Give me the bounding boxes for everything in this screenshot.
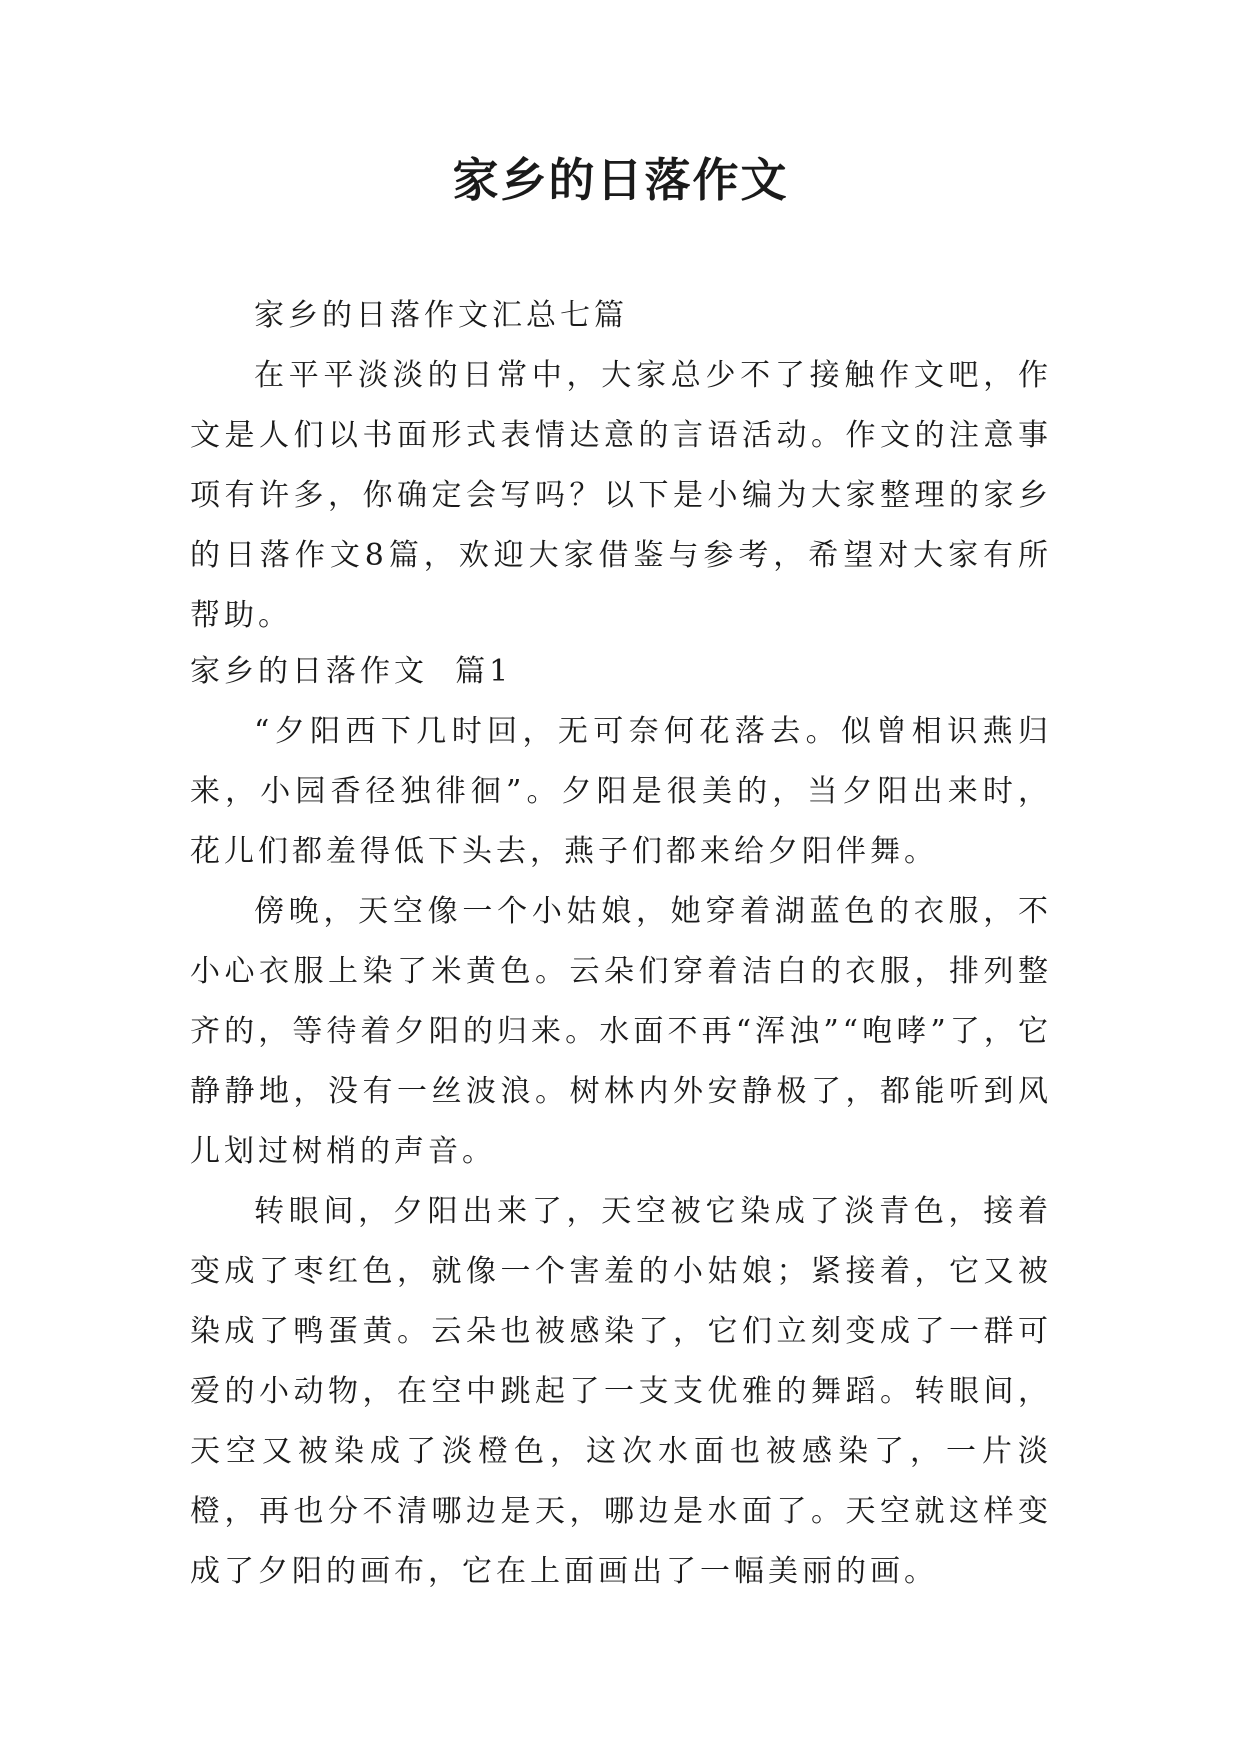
paragraph-1: “夕阳西下几时回，无可奈何花落去。似曾相识燕归来，小园香径独徘徊”。夕阳是很美的，当夕阳出来时，花儿们都羞得低下头去，燕子们都来给夕阳伴舞。 (190, 714, 1052, 869)
paragraph-2: 傍晚，天空像一个小姑娘，她穿着湖蓝色的衣服，不小心衣服上染了米黄色。云朵们穿着洁白的衣服，排列整齐的，等待着夕阳的归来。水面不再“浑浊”“咆哮”了，它静静地，没有一丝波浪。树林内外安静极了，都能听到风儿划过树梢的声音。 (190, 894, 1052, 1169)
section-1 (190, 642, 1052, 1602)
intro-block (190, 286, 1052, 646)
paragraph-3: 转眼间，夕阳出来了，天空被它染成了淡青色，接着变成了枣红色，就像一个害羞的小姑娘；紧接着，它又被染成了鸭蛋黄。云朵也被感染了，它们立刻变成了一群可爱的小动物，在空中跳起了一支支优雅的舞蹈。转眼间，天空又被染成了淡橙色，这次水面也被感染了，一片淡橙，再也分不清哪边是天，哪边是水面了。天空就这样变成了夕阳的画布，它在上面画出了一幅美丽的画。 (190, 1194, 1052, 1589)
document-title: 家乡的日落作文 (452, 153, 789, 207)
section-heading: 家乡的日落作文 篇1 (190, 654, 513, 689)
document-subtitle: 家乡的日落作文汇总七篇 (254, 298, 628, 333)
intro-paragraph: 在平平淡淡的日常中，大家总少不了接触作文吧，作文是人们以书面形式表情达意的言语活动。作文的注意事项有许多，你确定会写吗？以下是小编为大家整理的家乡的日落作文8篇，欢迎大家借鉴与参考，希望对大家有所帮助。 (190, 358, 1052, 633)
